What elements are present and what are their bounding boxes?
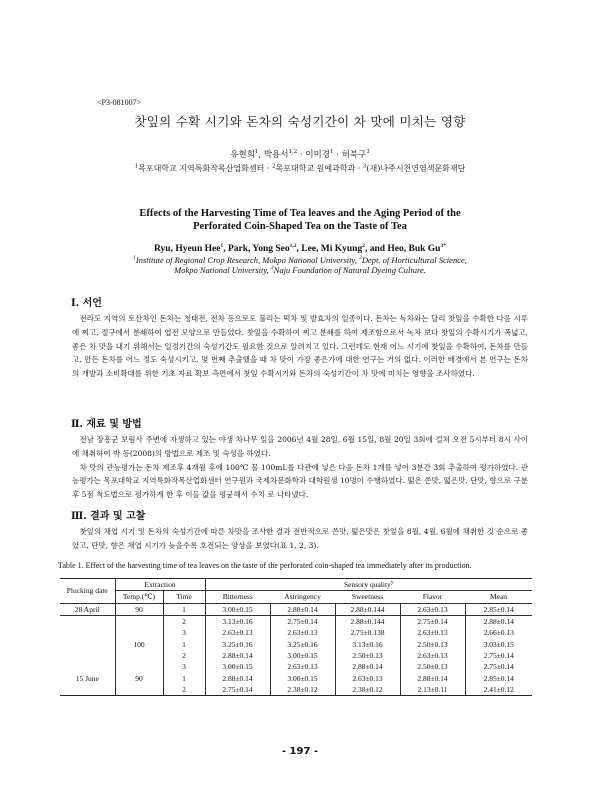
sensory-quality-table — [60, 578, 532, 696]
header-astringency: Astringency — [270, 591, 335, 603]
cell-value: 2.88±0.14 — [270, 603, 335, 615]
header-temp: Temp.(℃) — [115, 591, 163, 603]
cell-value: 2.88±0.14 — [400, 672, 465, 683]
cell-value: 2.85±0.14 — [465, 672, 532, 683]
cell-value: 2.63±0.13 — [400, 650, 465, 661]
cell-date — [60, 661, 115, 672]
table-caption: Table 1. Effect of the harvesting time of tea leaves on the taste of the perforated coin-shaped tea immediately after its production. — [58, 561, 472, 570]
cell-value: 3.00±0.15 — [205, 661, 270, 672]
english-title-line-2: Perforated Coin-Shaped Tea on the Taste of Tea — [193, 220, 407, 232]
table-row — [60, 661, 532, 672]
cell-time: 2 — [163, 684, 205, 696]
table-row — [60, 615, 532, 627]
cell-value: 2.88±0.144 — [335, 603, 400, 615]
table-row — [60, 650, 532, 661]
table-row — [60, 684, 532, 696]
header-sweetness: Sweetness — [335, 591, 400, 603]
cell-time: 3 — [163, 627, 205, 638]
cell-value: 2.88±0.14 — [205, 650, 270, 661]
header-plucking-date: Plucking date — [60, 579, 115, 604]
results-text: 찻잎의 채엽 시기 및 돈차의 숙성기간에 따른 차맛을 조사한 결과 전반적으로 쓴맛, 떪은맛은 찻잎을 8월, 4월, 6월에 채취한 것 순으로 좋았고, 단맛, 향은 채엽 시기가 늦을수록 호전되는 양상을 보였다(표 1, 2, 3). — [72, 527, 528, 550]
cell-time: 2 — [163, 650, 205, 661]
introduction-text: 전라도 지역의 토산차인 돈차는 청태전, 전차 등으로도 불리는 떡차 및 발효차의 일종이다. 돈차는 녹차와는 달리 찻잎을 수확한 다음 시루에 찌고, 절구에서 분쇄하여 엽전 모양으로 만들었다. 찻잎을 수확하여 찌고 분쇄를 하여 제조함으로서 녹차 보다 찻잎의 수확시기가 폭넓고, 좋은 차 맛을 내기 위해서는 일정기간의 숙성기간도 필요한 것으로 알려지고 있다. 그런데도 현재 어느 시기에 찻잎을 수확하여, 돈차를 만들고, 만든 돈차를 어느 정도 숙성시키고, 몇 번째 추출했을 때 차 맛이 가장 좋은가에 대한 연구는 거의 없다. 이러한 배경에서 본 연구는 돈차의 개발과 소비확대를 위한 기초 자료 확보 측면에서 찻잎 수확시기와 돈차의 숙성기간이 차 맛에 미치는 영향을 조사하였다. — [72, 314, 528, 379]
cell-value: 2.38±0.12 — [270, 684, 335, 696]
cell-value: 2.88±0.14 — [335, 661, 400, 672]
cell-value: 2.50±0.13 — [335, 650, 400, 661]
cell-temp: 90 — [115, 672, 163, 683]
header-extraction: Extraction — [115, 579, 205, 591]
cell-value: 3.03±0.15 — [465, 638, 532, 649]
cell-date: 15 June — [75, 673, 99, 683]
table-row — [60, 638, 532, 649]
cell-value: 2.50±0.13 — [400, 638, 465, 649]
cell-value: 2.63±0.13 — [400, 627, 465, 638]
cell-value: 2.63±0.13 — [335, 672, 400, 683]
page-number: - 197 - — [281, 746, 319, 757]
cell-value: 2.85±0.14 — [465, 603, 532, 615]
cell-value: 2.75±0.138 — [335, 627, 400, 638]
cell-value: 3.13±0.16 — [205, 615, 270, 627]
korean-authors: 유현희$^1$, 박용서$^{1,2}$ · 이미경$^1$ · 허북구$^3$ — [230, 149, 370, 160]
header-bitterness: Bitterness — [205, 591, 270, 603]
header-sensory-quality: Sensory quality$^y$ — [205, 579, 532, 591]
korean-title: 찻잎의 수확 시기와 돈차의 숙성기간이 차 맛에 미치는 영향 — [134, 114, 466, 129]
cell-value: 2.75±0.14 — [400, 615, 465, 627]
methods-text: 전남 장흥군 보림사 주변에 자생하고 있는 야생 차나무 잎을 2006년 4월 28일, 6월 15일, 8월 20일 3회에 걸쳐 오전 5시부터 8시 사이에 채취하여 박 등(2008)의 방법으로 제조 및 숙성을 하였다. 차 맛의 관능평가는 돈차 제조후 4개월 후에 100℃ 물 100mL를 다관에 넣은 다음 돈차 1개를 넣어 3분간 3회 추출하여 평가하였다. 관능평가는 목포대학교 지역특화작목산업화센터 연구원과 국제차문화학과 대학원생 10명이 수행하였다. 떪은 쓴맛, 떫은맛, 단맛, 향으로 구분 후 5점 척도법으로 평가하게 한 후 이들 값을 평균해서 수치 로 나타냈다. — [72, 435, 528, 500]
cell-value: 2.88±0.14 — [205, 672, 270, 683]
cell-temp — [115, 615, 163, 627]
cell-value: 2.63±0.13 — [205, 627, 270, 638]
cell-time: 1 — [163, 603, 205, 615]
cell-date — [60, 684, 115, 696]
cell-time: 1 — [163, 672, 205, 683]
section-heading-methods: Ⅱ. 재료 및 방법 — [71, 419, 142, 430]
cell-value: 2.63±0.13 — [270, 661, 335, 672]
header-flavor: Flavor — [400, 591, 465, 603]
section-heading-results: Ⅲ. 결과 및 고찰 — [71, 511, 146, 522]
header-mean: Mean — [465, 591, 532, 603]
cell-value: 2.75±0.14 — [270, 615, 335, 627]
section-heading-introduction: Ⅰ. 서언 — [71, 298, 102, 309]
cell-value: 3.00±0.15 — [270, 672, 335, 683]
cell-value: 2.75±0.14 — [205, 684, 270, 696]
cell-value: 3.25±0.16 — [270, 638, 335, 649]
cell-value: 2.88±0.14 — [465, 615, 532, 627]
english-affiliations: $^1$Institute of Regional Crop Research, Mokpo National University, $^2$Dept. of Horticultural Science, Mokpo National University, $^3$Naju Foundation of Natural Dyeing Culture. — [133, 255, 467, 275]
cell-value: 2.50±0.13 — [400, 661, 465, 672]
cell-date — [60, 638, 115, 649]
cell-value: 2.38±0.12 — [335, 684, 400, 696]
cell-date: 28 April — [74, 604, 100, 614]
table-row — [60, 627, 532, 638]
cell-value: 3.13±0.16 — [335, 638, 400, 649]
cell-temp — [115, 627, 163, 638]
table-row — [60, 603, 532, 615]
korean-affiliations: $^1$목포대학교 지역특화작목산업화센터 · $^2$목포대학교 원예과학과 · $^3$(재)나주시천연염색문화재단 — [134, 163, 466, 173]
english-authors: Ryu, Hyeun Hee$^1$, Park, Yong Seo$^{1,2}$, Lee, Mi Kyung$^2$, and Heo, Buk $Gu^{3*}$ — [154, 242, 446, 254]
cell-time: 2 — [163, 615, 205, 627]
cell-value: 2.41±0.12 — [465, 684, 532, 696]
cell-value: 2.66±0.13 — [465, 627, 532, 638]
abstract-code: <P3-081007> — [97, 98, 142, 107]
cell-value: 3.00±0.15 — [205, 603, 270, 615]
table-row — [60, 672, 532, 683]
cell-temp — [115, 650, 163, 661]
cell-value: 3.25±0.16 — [205, 638, 270, 649]
cell-date — [60, 650, 115, 661]
cell-temp — [115, 684, 163, 696]
english-title-line-1: Effects of the Harvesting Time of Tea leaves and the Aging Period of the — [139, 208, 461, 219]
cell-value: 2.63±0.13 — [400, 603, 465, 615]
cell-value: 2.88±0.144 — [335, 615, 400, 627]
cell-temp: 90 — [115, 603, 163, 615]
cell-value: 2.63±0.13 — [270, 627, 335, 638]
cell-date — [60, 615, 115, 627]
cell-temp — [115, 661, 163, 672]
cell-time: 1 — [163, 638, 205, 649]
cell-temp: 100 — [115, 638, 163, 649]
header-time: Time — [163, 591, 205, 603]
cell-value: 3.00±0.15 — [270, 650, 335, 661]
cell-value: 2.75±0.14 — [465, 661, 532, 672]
cell-value: 2.75±0.14 — [465, 650, 532, 661]
cell-value: 2.13±0.11 — [400, 684, 465, 696]
english-title — [60, 208, 540, 233]
cell-date — [60, 627, 115, 638]
cell-time: 3 — [163, 661, 205, 672]
